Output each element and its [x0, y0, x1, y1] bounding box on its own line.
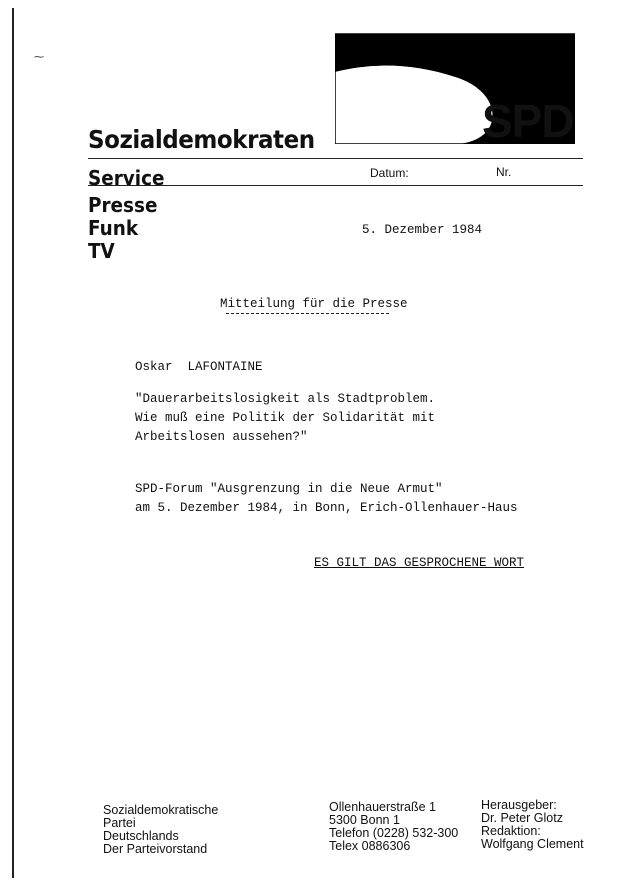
- footer-address-line: Ollenhauerstraße 1: [329, 800, 437, 814]
- nr-label: Nr.: [496, 165, 512, 179]
- footer-party-line: Sozialdemokratische: [103, 803, 219, 817]
- footer-address-line: Telefon (0228) 532-300: [329, 826, 459, 840]
- footer-publisher: [481, 799, 584, 851]
- speaker-name: Oskar LAFONTAINE: [135, 360, 263, 374]
- footer-publisher-line: Herausgeber:: [481, 798, 557, 812]
- spd-logo-text: SPD: [482, 95, 574, 147]
- footer-publisher-line: Wolfgang Clement: [481, 837, 584, 851]
- wordmark: Sozialdemokraten: [88, 125, 315, 154]
- footer-address-line: 5300 Bonn 1: [329, 813, 400, 827]
- footer-party: [103, 804, 218, 856]
- title-line-1: "Dauerarbeitslosigkeit als Stadtproblem.: [135, 392, 436, 406]
- footer-party-line: Der Parteivorstand: [103, 842, 208, 856]
- scan-speck: ⁓: [34, 52, 44, 63]
- footer-party-line: Partei: [103, 816, 136, 830]
- event-line-1: SPD-Forum "Ausgrenzung in die Neue Armut": [135, 482, 443, 496]
- footer-publisher-line: Redaktion:: [481, 824, 541, 838]
- footer-address-line: Telex 0886306: [329, 839, 411, 853]
- header-rule-top: [88, 158, 583, 159]
- event-line-2: am 5. Dezember 1984, in Bonn, Erich-Ollenhauer-Haus: [135, 501, 518, 515]
- footer-publisher-line: Dr. Peter Glotz: [481, 811, 563, 825]
- media-funk: Funk: [88, 216, 139, 240]
- disclaimer: ES GILT DAS GESPROCHENE WORT: [314, 556, 525, 570]
- title-line-3: Arbeitslosen aussehen?": [135, 430, 308, 444]
- title-line-2: Wie muß eine Politik der Solidarität mit: [135, 411, 436, 425]
- footer-address: [329, 801, 458, 853]
- footer-party-line: Deutschlands: [103, 829, 179, 843]
- media-tv: TV: [88, 239, 115, 263]
- heading-underline: [226, 313, 389, 314]
- header-rule-bottom: [88, 185, 583, 186]
- press-heading: Mitteilung für die Presse: [220, 297, 408, 311]
- service-label: Service: [88, 166, 165, 190]
- media-presse: Presse: [88, 193, 158, 217]
- letter-date: 5. Dezember 1984: [362, 223, 483, 237]
- datum-label: Datum:: [370, 166, 409, 180]
